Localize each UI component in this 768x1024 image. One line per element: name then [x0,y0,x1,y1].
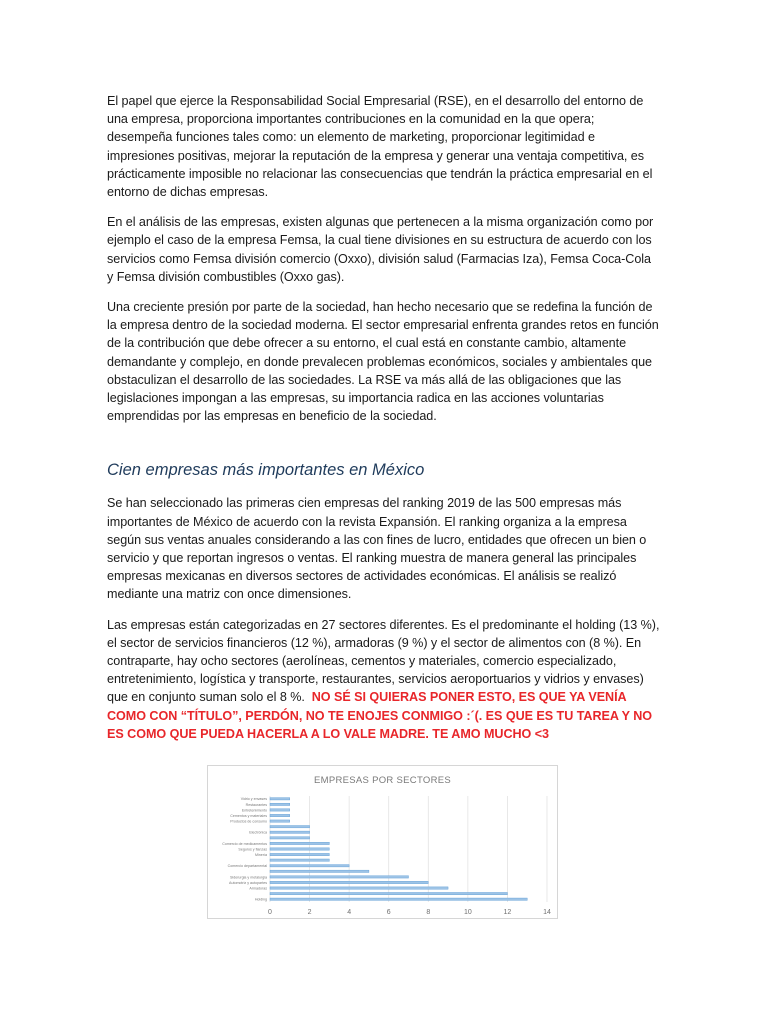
bar [270,859,329,861]
bar [270,809,290,811]
bar [270,798,290,800]
bar [270,842,329,844]
bar [270,831,310,833]
bar [270,892,507,894]
x-tick-label: 6 [386,909,391,916]
category-label: Comercio de medicamentos [222,841,267,846]
section-heading: Cien empresas más importantes en México [107,461,425,480]
category-label: Cementos y materiales [230,813,267,818]
paragraph-sectors [107,616,660,743]
paragraph-femsa: En el análisis de las empresas, existen algunas que pertenecen a la misma organización como por ejemplo el caso de la empresa Femsa, la cual tiene divisiones en su estructura de acuerdo con los servicios como Femsa división comercio (Oxxo), división salud (Farmacias Iza), Femsa Coca-Cola y Femsa división combustibles (Oxxo gas). [107,215,654,284]
category-label: Armadoras [249,886,267,891]
red-note: NO SÉ SI QUIERAS PONER ESTO, ES QUE YA VENÍA COMO CON “TÍTULO”, PERDÓN, NO TE ENOJES CONMIGO :´(. ES QUE ES TU TAREA Y NO ES COMO QUE PUEDA HACERLA A LO VALE MADRE. TE AMO MUCHO <3 [107,690,652,741]
bar [270,848,329,850]
chart-canvas [208,766,557,918]
x-tick-label: 14 [543,909,551,916]
x-tick-label: 0 [268,909,272,916]
paragraph-social-pressure: Una creciente presión por parte de la sociedad, han hecho necesario que se redefina la función de la empresa dentro de la sociedad moderna. El sector empresarial enfrenta grandes retos en función de la contribución que debe ofrecer a su entorno, el cual está en constante cambio, altamente demandante y complejo, en donde prevalecen problemas económicos, sociales y ambientales que obstaculizan el desarrollo de las sociedades. La RSE va más allá de las obligaciones que las legislaciones impongan a las empresas, su importancia radica en las acciones voluntarias emprendidas por las empresas en beneficio de la sociedad. [107,300,659,424]
x-tick-label: 10 [463,909,472,916]
bar [270,853,329,855]
bar [270,826,310,828]
bar [270,876,409,878]
category-label: Vidrio y envases [240,797,267,802]
category-label: Minería [255,852,267,857]
chart-title: EMPRESAS POR SECTORES [313,775,452,786]
bar [270,898,527,900]
x-tick-label: 2 [307,909,312,916]
x-tick-label: 12 [503,909,512,916]
category-label: Holding [254,897,267,902]
paragraph-rse-role: El papel que ejerce la Responsabilidad Social Empresarial (RSE), en el desarrollo del entorno de una empresa, proporciona importantes contribuciones en la comunidad en la que opera; desempeña funciones tales como: un elemento de marketing, proporcionar legitimidad e impresiones positivas, mejorar la reputación de la empresa y generar una ventaja competitiva, es prácticamente imposible no relacionar las consecuencias que tendrán la práctica empresarial en el entorno de dichas empresas. [107,94,653,200]
x-tick-label: 8 [426,909,431,916]
document-page [107,92,660,755]
category-label: Automotriz y autopartes [229,880,267,885]
bar [270,887,448,889]
category-label: Siderurgia y metalurgia [230,875,267,880]
bar [270,820,290,822]
category-label: Comercio departamental [227,864,267,869]
bar [270,865,349,867]
bar [270,803,290,805]
x-tick-label: 4 [347,909,352,916]
category-label: Entretenimiento [241,808,267,813]
bar [270,881,428,883]
category-label: Seguros y fianzas [238,847,267,852]
category-label: Electrónica [249,830,267,835]
category-label: Productos de consumo [230,819,267,824]
bar [270,870,369,872]
bar [270,837,310,839]
category-label: Restaurantes [245,802,267,807]
sectors-chart [207,765,558,919]
paragraph-sectors-text: Las empresas están categorizadas en 27 sectores diferentes. Es el predominante el holding (13 %), el sector de servicios financieros (12 %), armadoras (9 %) y el sector de alimentos con (8 %). En contraparte, hay ocho sectores (aerolíneas, cementos y materiales, comercio especializado, entretenimiento, logística y transporte, restaurantes, servicios aeroportuarios y vidrios y envases) que en conjunto suman solo el 8 %. [107,617,660,705]
bar [270,814,290,816]
paragraph-ranking: Se han seleccionado las primeras cien empresas del ranking 2019 de las 500 empresas más importantes de México de acuerdo con la revista Expansión. El ranking organiza a la empresa según sus ventas anuales considerando a las con fines de lucro, entidades que ofrecen un bien o servicio y que reportan ingresos o ventas. El ranking muestra de manera general las principales empresas mexicanas en diversos sectores de actividades económicas. El análisis se realizó mediante una matriz con once dimensiones. [107,496,647,602]
